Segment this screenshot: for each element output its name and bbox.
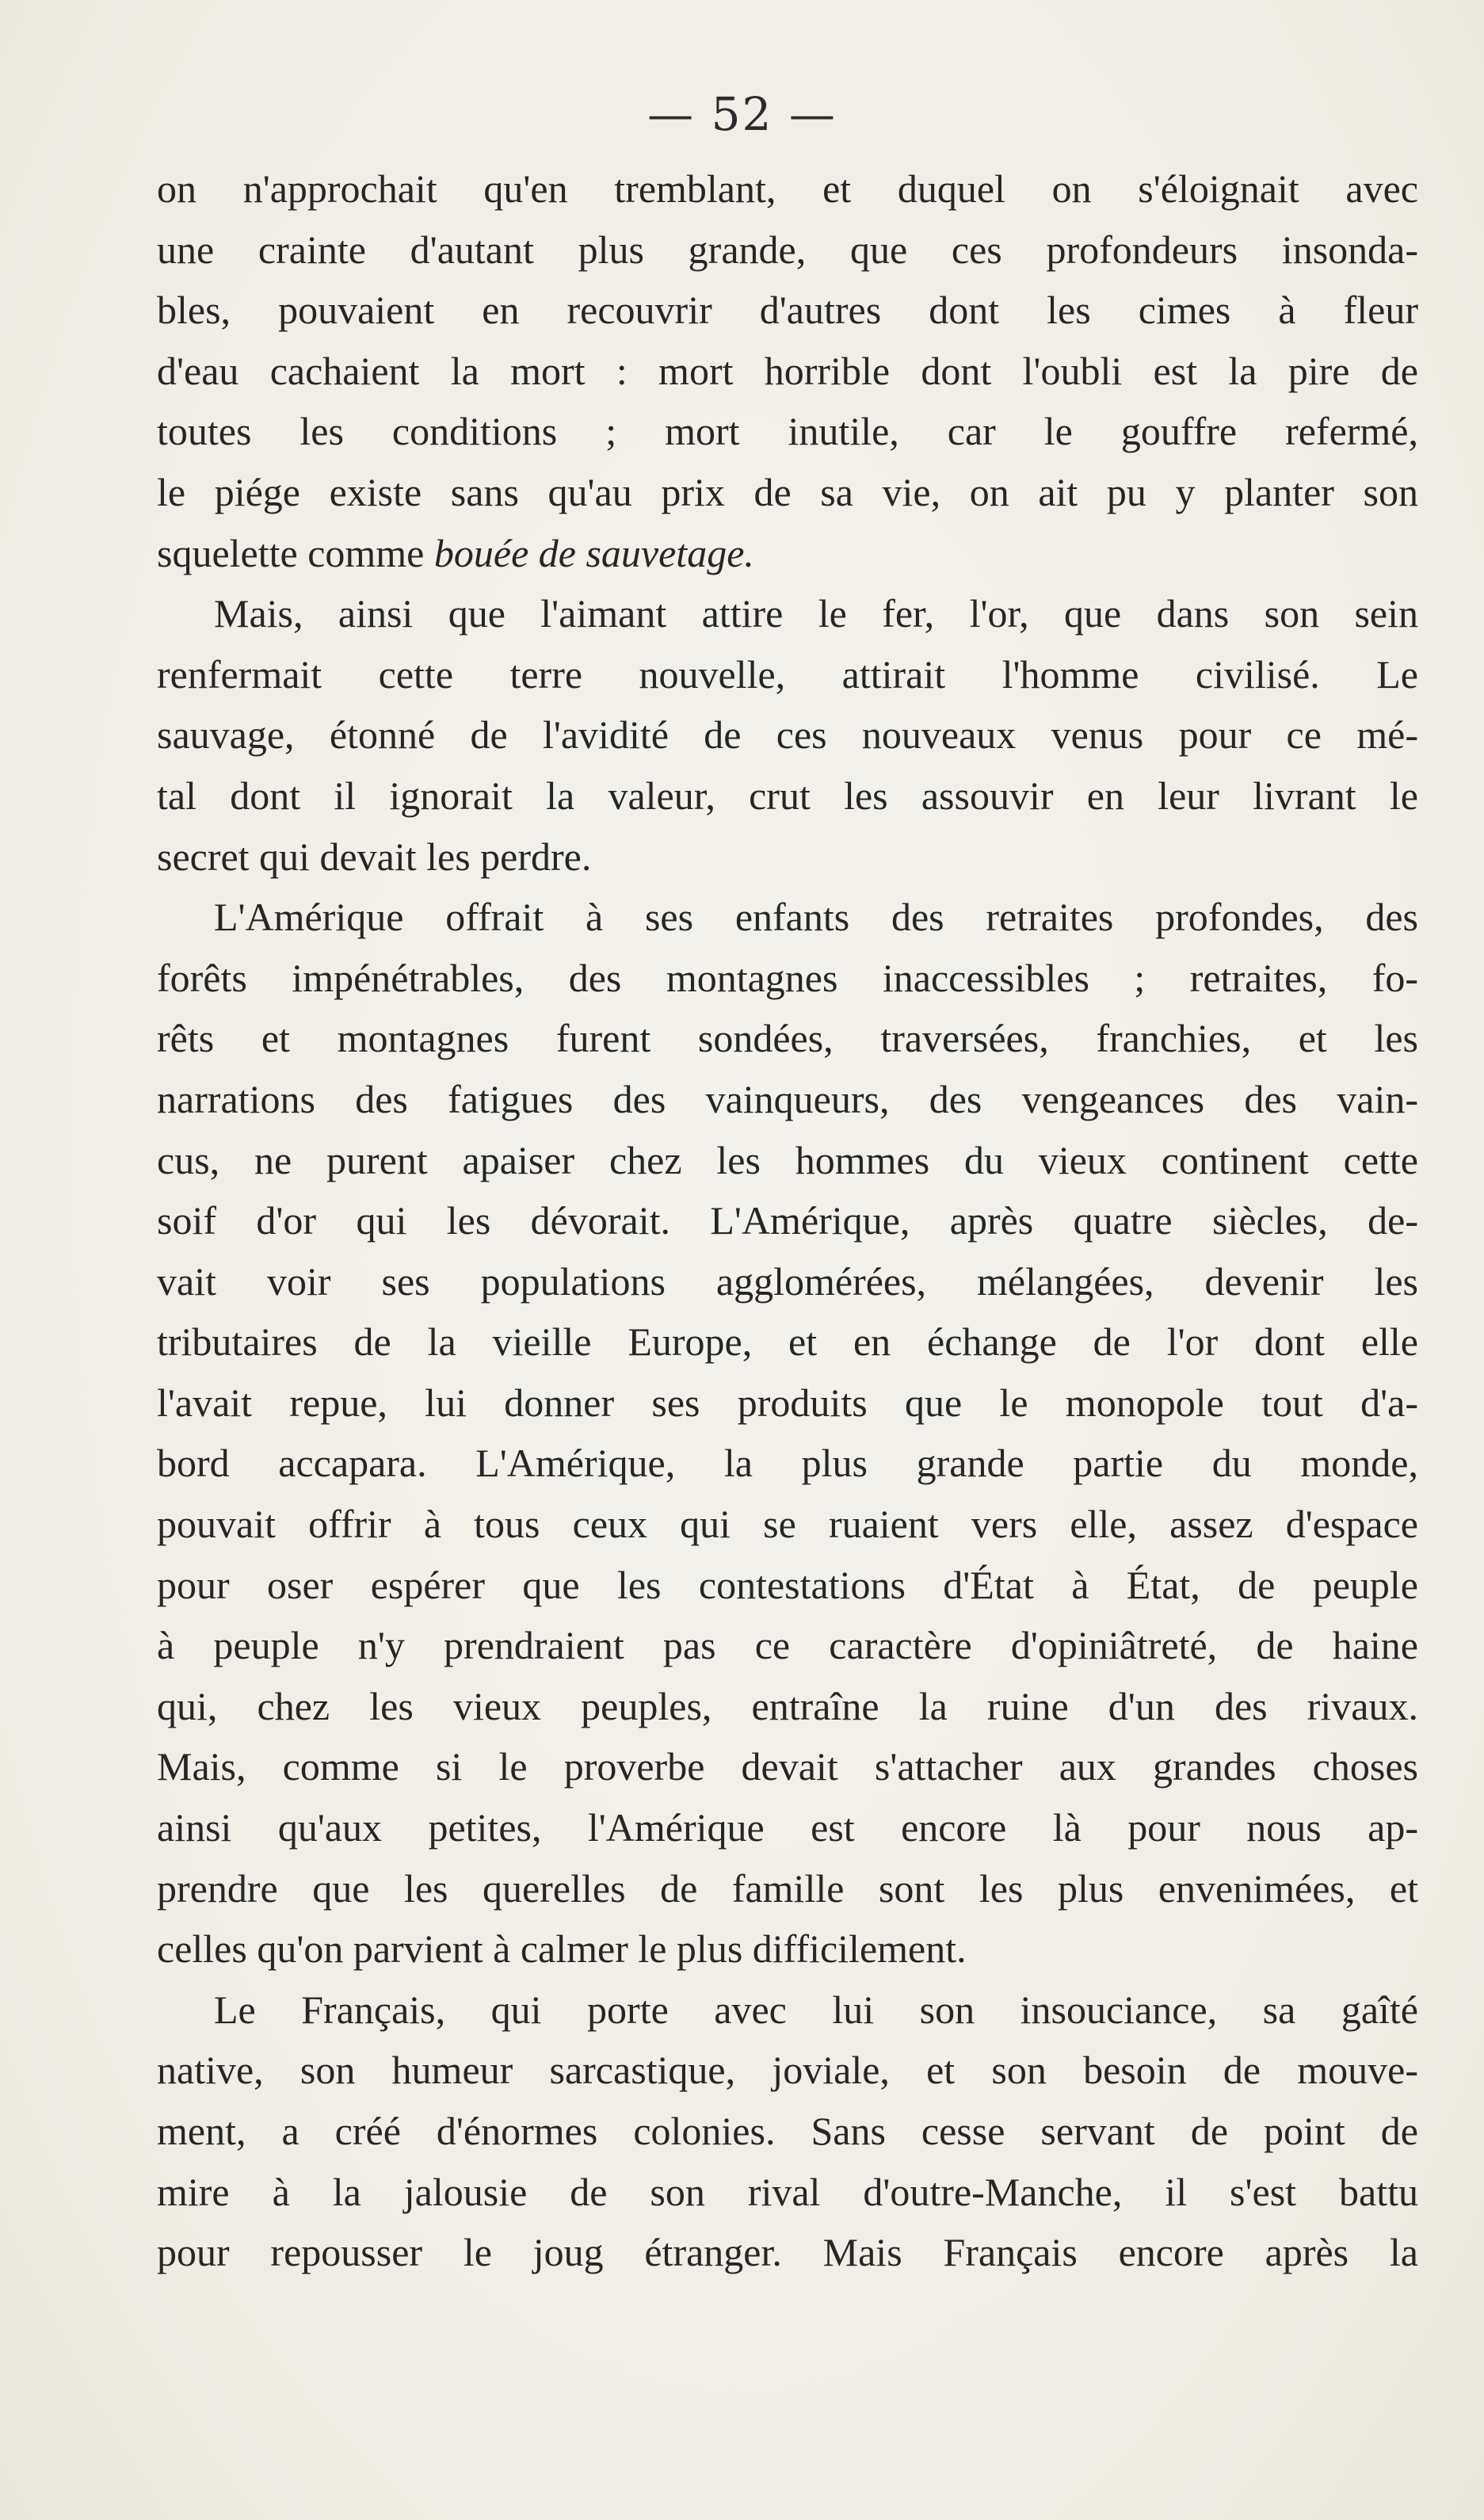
text-line: l'avait repue, lui donner ses produits que le monopole tout d'a- — [157, 1380, 1418, 1425]
text-line: soif d'or qui les dévorait. L'Amérique, après quatre siècles, de- — [157, 1198, 1418, 1243]
text-line: tributaires de la vieille Europe, et en échange de l'or dont elle — [157, 1319, 1418, 1365]
text-line: Mais, comme si le proverbe devait s'attacher aux grandes choses — [157, 1744, 1418, 1789]
text-line: bles, pouvaient en recouvrir d'autres dont les cimes à fleur — [157, 288, 1418, 333]
text-line: on n'approchait qu'en tremblant, et duquel on s'éloignait avec — [157, 166, 1418, 211]
text-line: pouvait offrir à tous ceux qui se ruaient vers elle, assez d'espace — [157, 1502, 1418, 1547]
text-line: celles qu'on parvient à calmer le plus difficilement. — [157, 1926, 967, 1972]
paragraph-3 — [157, 887, 1418, 1980]
text-line: Mais, ainsi que l'aimant attire le fer, l'or, que dans son sein — [214, 591, 1418, 636]
page-number: — 52 — — [647, 87, 837, 141]
text-line: une crainte d'autant plus grande, que ces profondeurs insonda- — [157, 227, 1418, 272]
text-line: d'eau cachaient la mort : mort horrible dont l'oubli est la pire de — [157, 348, 1418, 393]
text-line: mire à la jalousie de son rival d'outre-Manche, il s'est battu — [157, 2169, 1418, 2214]
text-line: le piége existe sans qu'au prix de sa vie, on ait pu y planter son — [157, 469, 1418, 514]
text-line: pour oser espérer que les contestations d'État à État, de peuple — [157, 1562, 1418, 1607]
text-line: renfermait cette terre nouvelle, attirait l'homme civilisé. Le — [157, 651, 1418, 697]
text-line: tal dont il ignorait la valeur, crut les assouvir en leur livrant le — [157, 773, 1418, 818]
text-line-last — [157, 523, 1418, 584]
text-line: pour repousser le joug étranger. Mais Français encore après la — [157, 2230, 1418, 2275]
paragraph-1 — [157, 158, 1418, 583]
text-line: toutes les conditions ; mort inutile, car le gouffre refermé, — [157, 409, 1418, 454]
text-line: cus, ne purent apaiser chez les hommes du vieux continent cette — [157, 1137, 1418, 1182]
text-line: qui, chez les vieux peuples, entraîne la ruine d'un des rivaux. — [157, 1683, 1418, 1728]
text-line: secret qui devait les perdre. — [157, 834, 592, 879]
text-line: à peuple n'y prendraient pas ce caractère d'opiniâtreté, de haine — [157, 1623, 1418, 1668]
text-line: vait voir ses populations agglomérées, mélangées, devenir les — [157, 1258, 1418, 1304]
paragraph-4 — [157, 1980, 1418, 2283]
text-line: ment, a créé d'énormes colonies. Sans cesse servant de point de — [157, 2109, 1418, 2153]
text-line: L'Amérique offrait à ses enfants des retraites profondes, des — [214, 895, 1418, 940]
body-text — [157, 158, 1418, 2283]
text-line: rêts et montagnes furent sondées, traversées, franchies, et les — [157, 1016, 1418, 1061]
text-line: native, son humeur sarcastique, joviale, et son besoin de mouve- — [157, 2048, 1418, 2093]
text-line: ainsi qu'aux petites, l'Amérique est encore là pour nous ap- — [157, 1805, 1418, 1850]
text-line: prendre que les querelles de famille sont les plus envenimées, et — [157, 1865, 1418, 1911]
text-line: sauvage, étonné de l'avidité de ces nouveaux venus pour ce mé- — [157, 712, 1418, 758]
text-line-start: squelette comme — [157, 530, 434, 575]
text-line: forêts impénétrables, des montagnes inaccessibles ; retraites, fo- — [157, 955, 1418, 1000]
paragraph-2 — [157, 583, 1418, 887]
text-line: bord accapara. L'Amérique, la plus grande partie du monde, — [157, 1441, 1418, 1486]
text-line: Le Français, qui porte avec lui son insouciance, sa gaîté — [214, 1987, 1418, 2032]
text-line: narrations des fatigues des vainqueurs, des vengeances des vain- — [157, 1076, 1418, 1121]
italic-phrase: bouée de sauvetage. — [433, 530, 754, 575]
